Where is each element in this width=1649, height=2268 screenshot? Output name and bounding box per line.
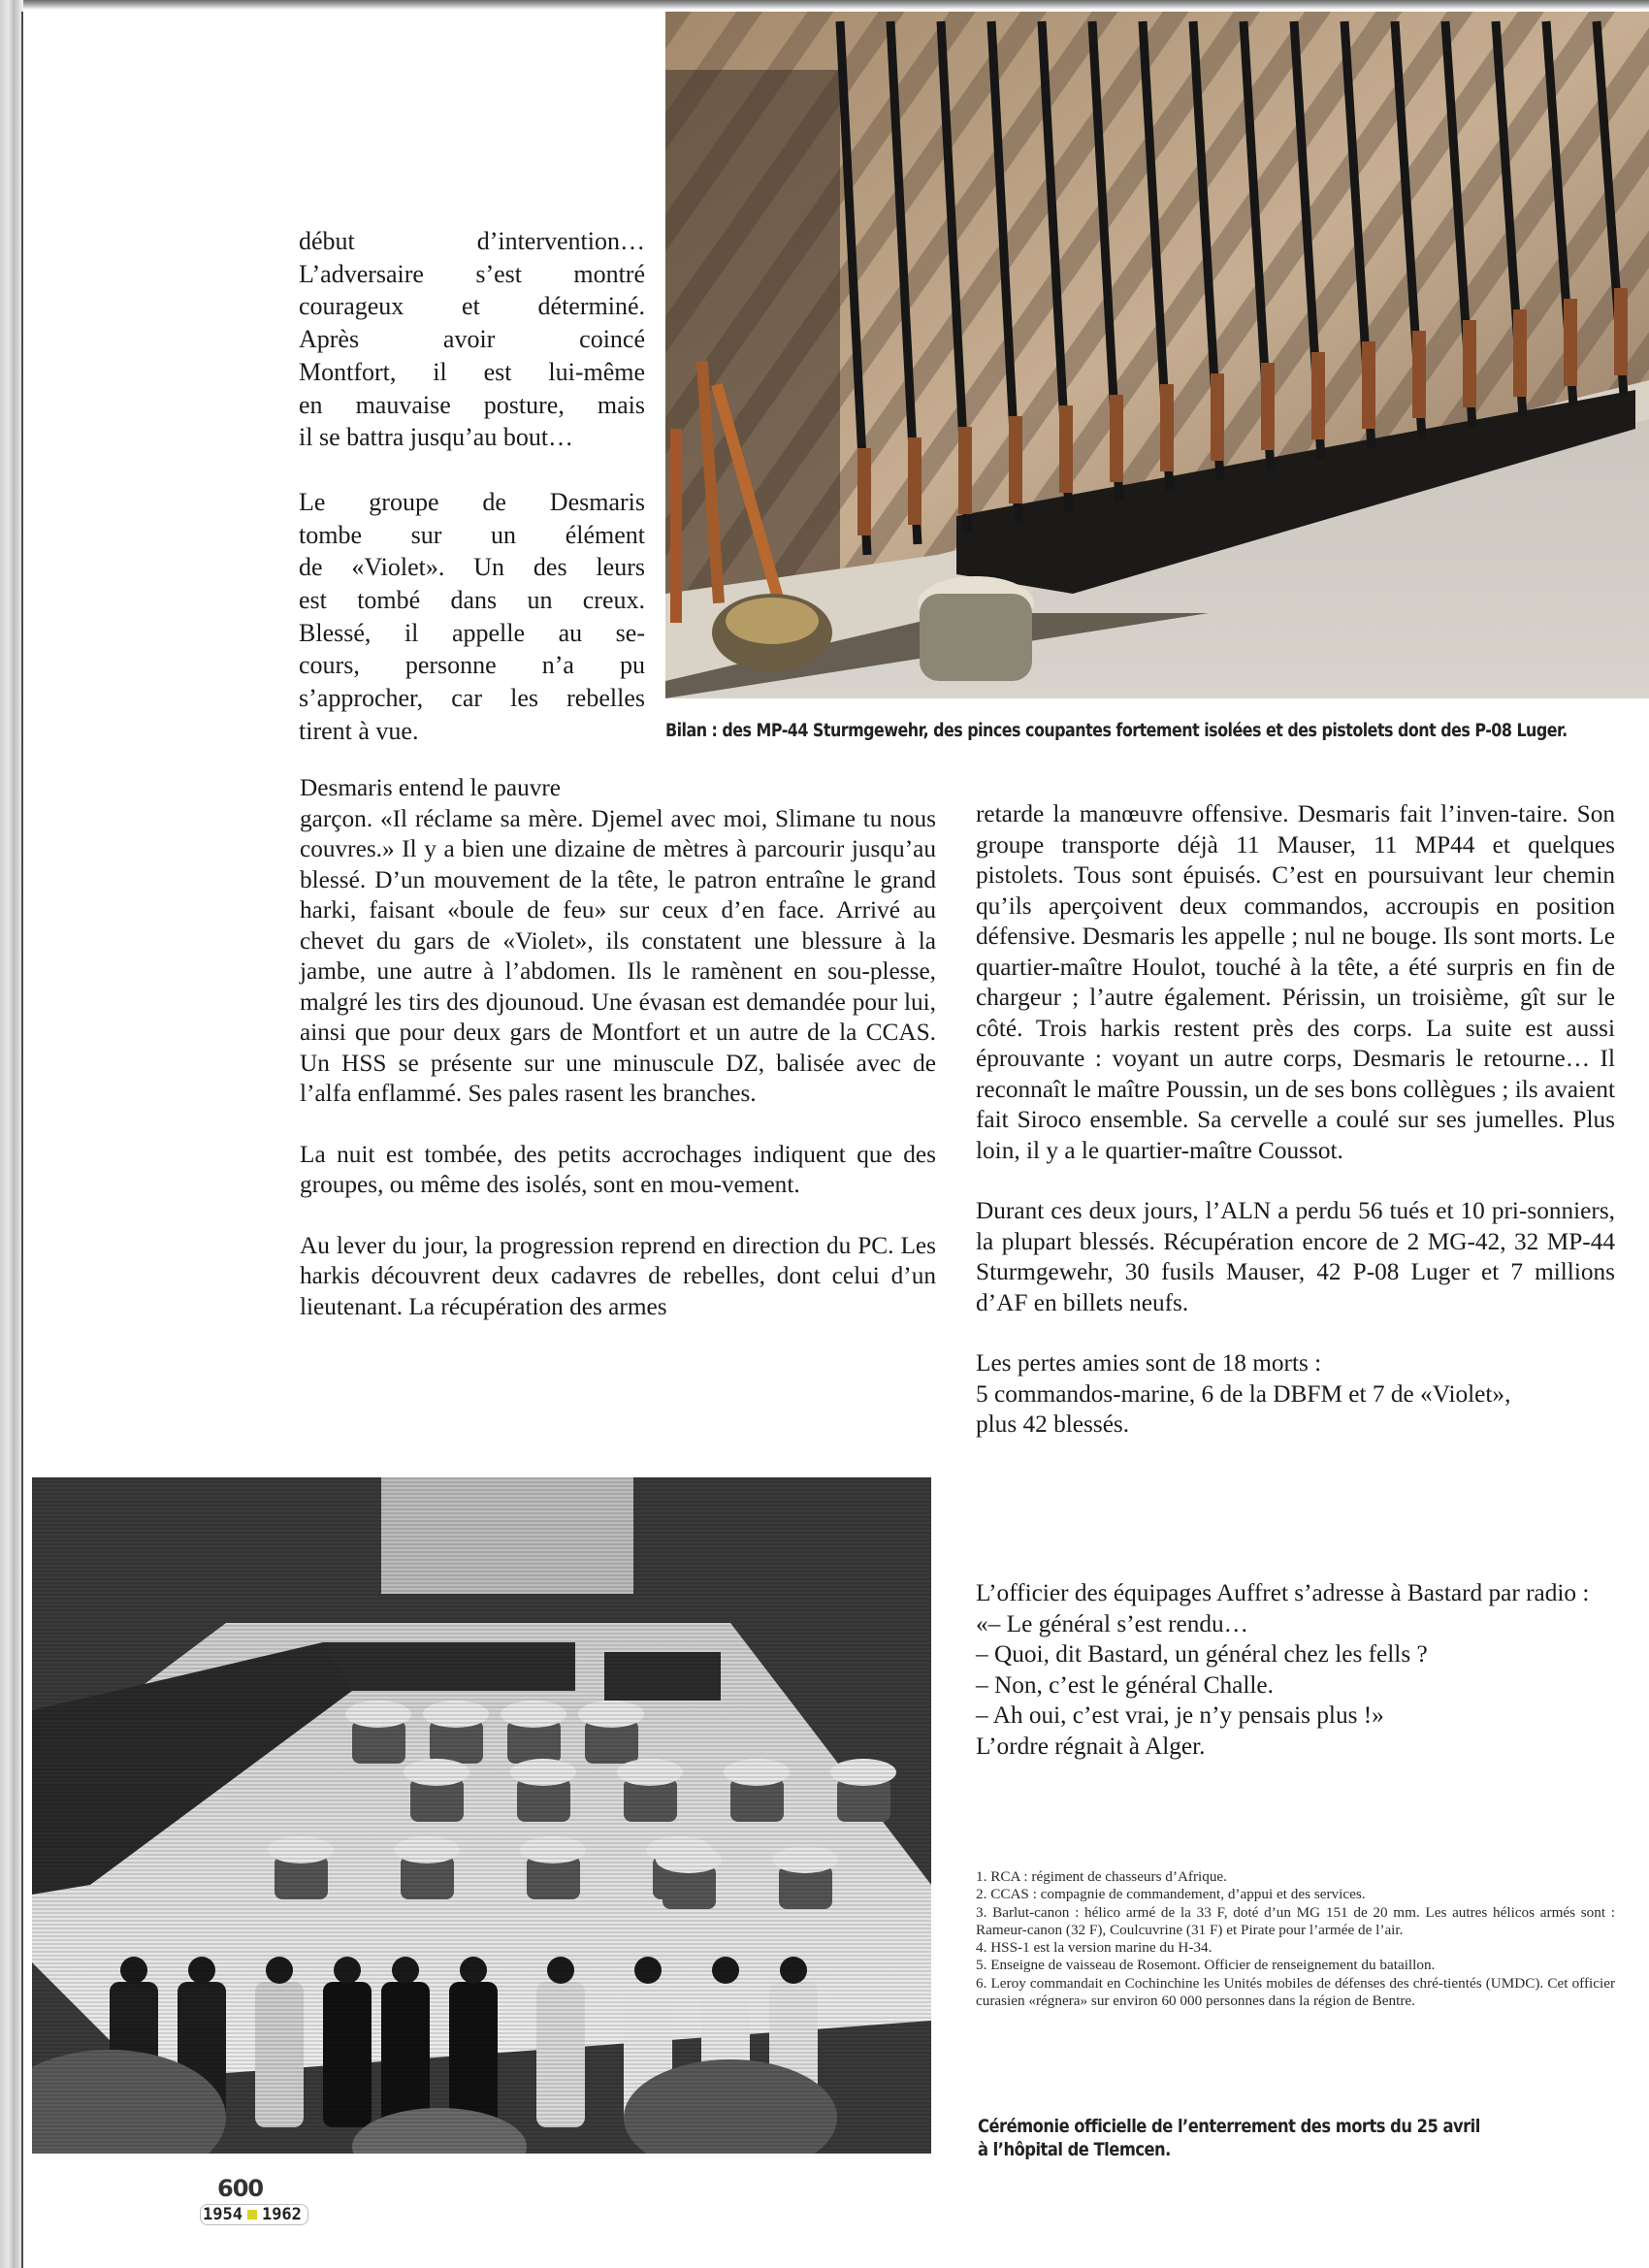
text-line: tombe sur un élément (299, 520, 645, 549)
paragraph-desmaris-hears: Desmaris entend le pauvre (300, 774, 562, 801)
text-line: plus 42 blessés. (976, 1410, 1130, 1438)
photo-funeral-ceremony (32, 1477, 931, 2154)
text-line: début d’intervention… (299, 227, 645, 255)
text-line: de «Violet». Un des leurs (299, 553, 645, 582)
text-line: il se battra jusqu’au bout… (299, 423, 574, 452)
text-line: est tombé dans un creux. (299, 586, 645, 615)
text-line: courageux et déterminé. (299, 292, 645, 321)
narrow-text-column (299, 225, 645, 780)
text-line: s’approcher, car les rebelles (299, 684, 645, 713)
rifle-stock (1463, 320, 1476, 407)
text-line: L’adversaire s’est montré (299, 259, 645, 288)
page-binding-edge (0, 0, 23, 2268)
photo-captured-weapons (665, 12, 1649, 698)
rifle-stock (1009, 416, 1022, 503)
rifle-stock (958, 427, 972, 514)
rifle-stock (1311, 352, 1325, 439)
paragraph-rescue: garçon. «Il réclame sa mère. Djemel avec moi, Slimane tu nous couvres.» Il y a bien une dizaine de mètres à parcourir jusqu’au blessé. D’un mouvement de la tête, le patron entraîne le grand harki, faisant «boule de feu» sur ceux d’en face. Arrivé au chevet du gars de «Violet», ils constatent une blessure à la jambe, une autre à l’abdomen. Ils le ramènent en sou-plesse, malgré les tirs des djounoud. Une évasan est demandée pour lui, ainsi que pour deux gars de Montfort et un autre de la CCAS. Un HSS se présente sur une minuscule DZ, balisée avec de l’alfa enflammé. Ses pales rasent les branches. (300, 804, 936, 1107)
footnote: 1. RCA : régiment de chasseurs d’Afrique. (976, 1868, 1227, 1885)
photo-caption-weapons: Bilan : des MP-44 Sturmgewehr, des pinces coupantes fortement isolées et des pistolets dont des P-08 Luger. (665, 721, 1568, 741)
text-line: cours, personne n’a pu (299, 651, 645, 680)
page-number: 600 (217, 2175, 264, 2202)
photo-caption-ceremony (978, 2115, 1480, 2161)
rifle-stock (857, 448, 871, 535)
text-line: Le groupe de Desmaris (299, 487, 645, 516)
rifle-stock (1614, 288, 1628, 375)
text-line: Les pertes amies sont de 18 morts : (976, 1349, 1322, 1377)
page-folio (200, 2175, 308, 2225)
caption-line: à l’hôpital de Tlemcen. (978, 2139, 1171, 2160)
dialogue-line: – Ah oui, c’est vrai, je n’y pensais plus !» (976, 1701, 1384, 1729)
paragraph-inventory: retarde la manœuvre offensive. Desmaris fait l’inven-taire. Son groupe transporte déjà 11 Mauser, 11 MP44 et quelques pistolets. Tous sont épuisés. C’est en poursuivant leur chemin qu’ils aperçoivent deux commandos, accroupis en position défensive. Desmaris les appelle ; nul ne bouge. Ils sont morts. Le quartier-maître Houlot, touché à la tête, a été surpris en fin de chargeur ; l’autre également. Périssin, un troisième, gît sur le côté. Trois harkis restent près des corps. La suite est aussi éprouvante : voyant un autre corps, Desmaris le retourne… Il reconnaît le maître Poussin, un de ses bons collègues ; ils avaient fait Siroco ensemble. Sa cervelle a coulé sur ses jumelles. Plus loin, il y a le quartier-maître Coussot. (976, 800, 1615, 1164)
rifle-stock (1261, 363, 1275, 450)
right-text-column (976, 799, 1615, 1471)
paragraph-intervention (299, 225, 645, 454)
footnote: 2. CCAS : compagnie de commandement, d’appui et des services. (976, 1886, 1366, 1903)
text-line: Blessé, il appelle au se- (299, 618, 645, 647)
caption-line: Cérémonie officielle de l’enterrement des morts du 25 avril (978, 2116, 1480, 2137)
footnote: 3. Barlut-canon : hélico armé de la 33 F, doté d’un MG 151 de 20 mm. Les autres hélicos armés sont : Rameur-canon (32 F), Coulcuvrine (31 F) et Pirate pour l’armée de l’air. (976, 1903, 1615, 1938)
dialogue-line: – Quoi, dit Bastard, un général chez les fells ? (976, 1640, 1428, 1668)
scan-top-edge (0, 0, 1649, 10)
dialogue-line: L’ordre régnait à Alger. (976, 1732, 1206, 1760)
rifle-stock (1412, 331, 1426, 418)
paragraph-dawn: Au lever du jour, la progression reprend en direction du PC. Les harkis découvrent deux cadavres de rebelles, dont celui d’un lieutenant. La récupération des armes (300, 1231, 936, 1320)
text-line: tirent à vue. (299, 716, 419, 745)
paragraph-aln-losses: Durant ces deux jours, l’ALN a perdu 56 tués et 10 pri-sonniers, la plupart blessés. Récupération encore de 2 MG-42, 32 MP-44 Sturmgewehr, 30 fusils Mauser, 42 P-08 Luger et 7 millions d’AF en billets neufs. (976, 1197, 1615, 1316)
left-text-column (300, 773, 936, 1352)
text-line: 5 commandos-marine, 6 de la DBFM et 7 de «Violet», (976, 1379, 1511, 1408)
dialogue-line: «– Le général s’est rendu… (976, 1609, 1248, 1637)
rifle-stock (908, 437, 922, 525)
binding-rule (21, 12, 23, 2268)
year-separator-square-icon (247, 2210, 257, 2219)
text-line: Montfort, il est lui-même (299, 357, 645, 386)
paragraph-desmaris-group (299, 486, 645, 748)
text-line: en mauvaise posture, mais (299, 390, 645, 419)
paragraph-night: La nuit est tombée, des petits accrochages indiquent que des groupes, ou même des isolés, sont en mou-vement. (300, 1140, 936, 1198)
rifle-stock (1110, 395, 1123, 482)
footnote: 6. Leroy commandait en Cochinchine les Unités mobiles de défenses des chré-tientés (UMDC). Cet officier curasien «régnera» sur environ 60 000 personnes dans la région de Bentre. (976, 1974, 1615, 2010)
rifle-stock (1513, 309, 1527, 397)
dialogue-line: – Non, c’est le général Challe. (976, 1670, 1274, 1699)
rifle-stock (1211, 373, 1224, 461)
footnote: 4. HSS-1 est la version marine du H-34. (976, 1939, 1212, 1957)
radio-dialogue (976, 1578, 1615, 1762)
rifle-stock (1564, 299, 1577, 386)
series-years (200, 2204, 308, 2225)
weapons-photo-illustration (665, 12, 1649, 698)
dialogue-intro: L’officier des équipages Auffret s’adresse à Bastard par radio : (976, 1579, 1590, 1606)
footnotes (976, 1868, 1615, 2010)
ceremony-photo-illustration (32, 1477, 931, 2154)
year-start: 1954 (203, 2205, 242, 2224)
rifle-stock (1059, 405, 1073, 493)
paragraph-friendly-losses (976, 1348, 1615, 1441)
text-line: Après avoir coincé (299, 325, 645, 354)
rifle-stock (1160, 384, 1174, 471)
rifle-stock (1362, 341, 1375, 429)
footnote: 5. Enseigne de vaisseau de Rosemont. Officier de renseignement du bataillon. (976, 1957, 1436, 1974)
year-end: 1962 (261, 2205, 302, 2224)
